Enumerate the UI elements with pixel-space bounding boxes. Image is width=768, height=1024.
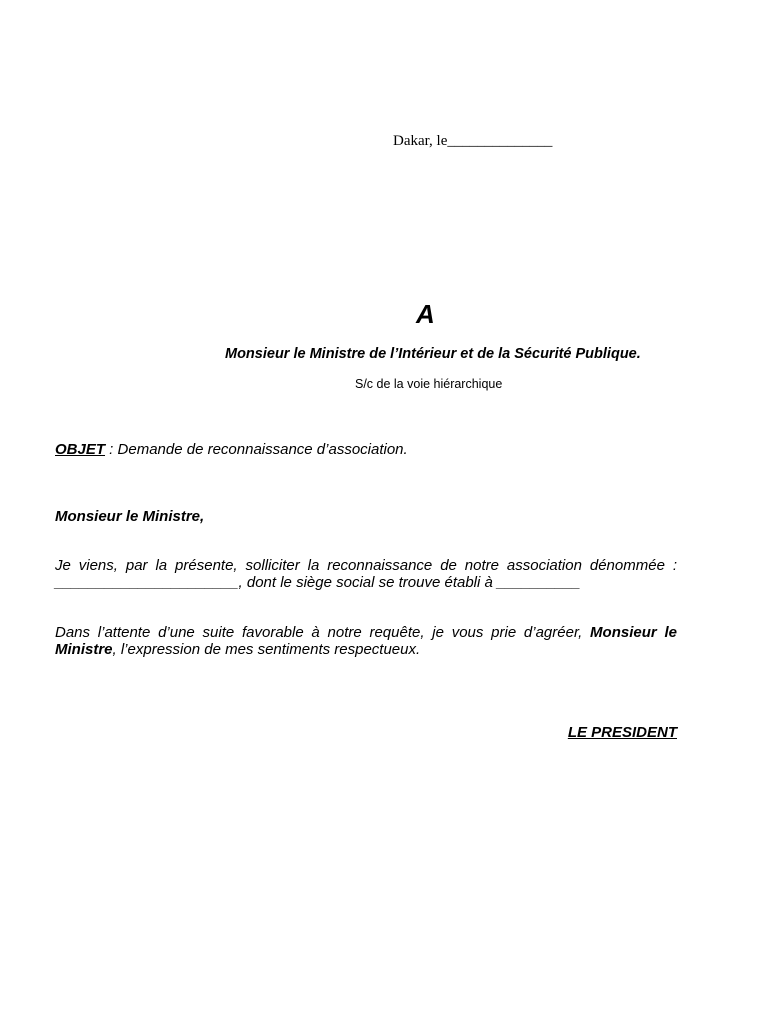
addressee-letter: A [416, 299, 435, 329]
closing-line-1 [55, 624, 677, 641]
subject-text: : Demande de reconnaissance d’association. [105, 441, 408, 458]
subject-line [55, 441, 408, 458]
request-line-2: ______________________, dont le siège social se trouve établi à __________ [55, 574, 581, 591]
closing-line-2-bold: Ministre [55, 641, 113, 658]
closing-line-2 [55, 641, 677, 658]
subject-label: OBJET [55, 441, 106, 458]
salutation: Monsieur le Ministre, [55, 508, 205, 525]
closing-line-1-bold: Monsieur le [590, 624, 677, 641]
request-line-1: Je viens, par la présente, solliciter la reconnaissance de notre association dénommée : [55, 557, 677, 574]
hierarchy-note: S/c de la voie hiérarchique [355, 377, 503, 391]
closing-line-1-text: Dans l’attente d’une suite favorable à notre requête, je vous prie d’agréer, [55, 624, 591, 641]
closing-line-2-text: , l’expression de mes sentiments respectueux. [112, 641, 421, 658]
signature: LE PRESIDENT [567, 724, 677, 741]
date-line: Dakar, le______________ [393, 133, 553, 149]
addressee-name: Monsieur le Ministre de l’Intérieur et de la Sécurité Publique. [225, 346, 641, 362]
closing-paragraph [55, 624, 677, 658]
request-paragraph [55, 557, 677, 591]
